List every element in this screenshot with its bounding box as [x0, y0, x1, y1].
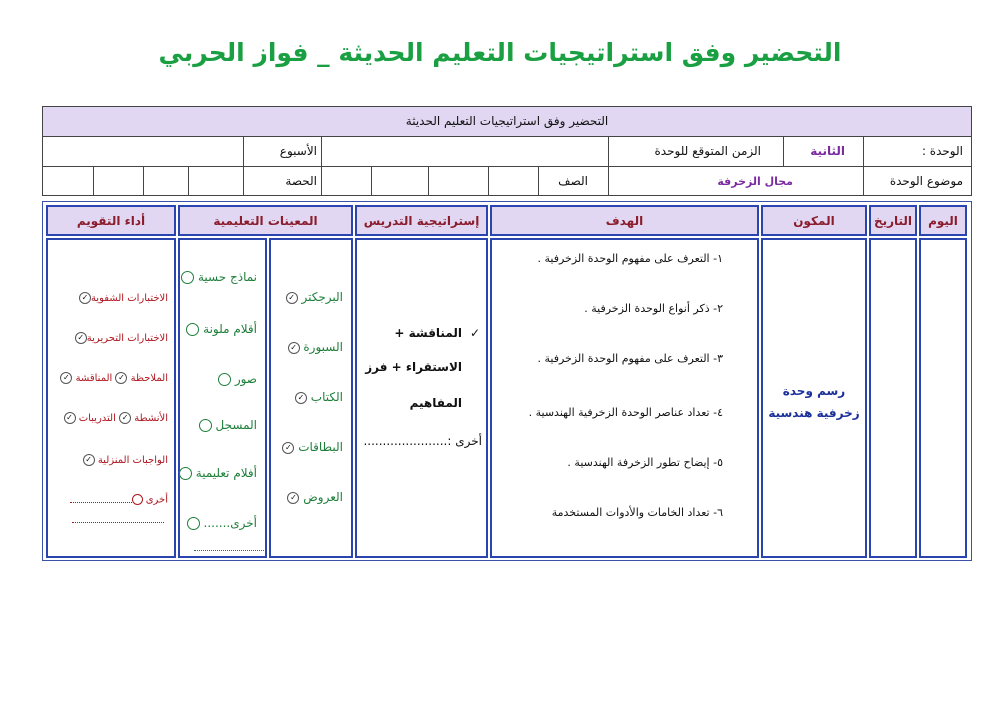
topic-label: موضوع الوحدة [889, 174, 963, 188]
checkbox-icon[interactable]: ✓ [64, 412, 76, 424]
time-label: الزمن المتوقع للوحدة [654, 144, 761, 158]
strategy-line-3: المفاهيم [409, 396, 462, 410]
radio-icon[interactable] [186, 323, 199, 336]
checkbox-icon[interactable]: ✓ [60, 372, 72, 384]
info-header: التحضير وفق استراتيجيات التعليم الحديثة [43, 107, 971, 137]
assess-exercises: التدريبات [78, 413, 116, 424]
unit-value: الثانية [810, 144, 845, 158]
checkbox-icon[interactable]: ✓ [282, 442, 294, 454]
goal-item: ٣- التعرف على مفهوم الوحدة الزخرفية . [537, 352, 723, 365]
aid-other: أخرى....... [203, 516, 257, 530]
goal-item: ٢- ذكر أنواع الوحدة الزخرفية . [584, 302, 723, 315]
strategy-check-icon: ✓ [469, 326, 480, 340]
col-assessment-header: أداء التقويم [46, 205, 176, 236]
info-table [42, 106, 972, 196]
aid-colored-pens: أقلام ملونة [203, 322, 257, 336]
col-aids-header: المعينات التعليمية [178, 205, 353, 236]
radio-icon[interactable] [179, 467, 192, 480]
checkbox-icon[interactable]: ✓ [115, 372, 127, 384]
aid-projector: البرجكتر [301, 290, 343, 304]
radio-icon[interactable] [218, 373, 231, 386]
goal-item: ٦- تعداد الخامات والأدوات المستخدمة [551, 506, 723, 519]
checkbox-icon[interactable]: ✓ [79, 292, 91, 304]
checkbox-icon[interactable]: ✓ [286, 292, 298, 304]
aid-recorder: المسجل [215, 418, 257, 432]
checkbox-icon[interactable]: ✓ [83, 454, 95, 466]
checkbox-icon[interactable]: ✓ [288, 342, 300, 354]
assess-oral: الاختبارات الشفوية [90, 293, 168, 304]
aid-pictures: صور [234, 372, 257, 386]
col-date-header: التاريخ [869, 205, 917, 236]
goal-cell [490, 238, 759, 558]
checkbox-icon[interactable]: ✓ [75, 332, 87, 344]
assess-observation: الملاحظة [130, 373, 168, 384]
checkbox-icon[interactable]: ✓ [119, 412, 131, 424]
aid-films: أفلام تعليمية [195, 466, 257, 480]
aids-other-dots [194, 550, 264, 551]
col-day-header: اليوم [919, 205, 967, 236]
page-title: التحضير وفق استراتيجيات التعليم الحديثة _ فواز الحربي [158, 38, 842, 67]
assess-other-dots [70, 502, 132, 503]
strategy-line-2: الاستقراء + فرز [365, 360, 462, 374]
assess-other-dots-2 [72, 522, 164, 523]
checkbox-icon[interactable]: ✓ [287, 492, 299, 504]
assess-written: الاختبارات التحريرية [86, 333, 168, 344]
aid-presentations: العروض [303, 490, 343, 504]
period-label: الحصة [285, 174, 317, 188]
aid-cards: البطاقات [298, 440, 343, 454]
goal-item: ٤- تعداد عناصر الوحدة الزخرفية الهندسية . [528, 406, 723, 419]
component-cell [761, 238, 867, 558]
goal-item: ١- التعرف على مفهوم الوحدة الزخرفية . [537, 252, 723, 265]
radio-icon[interactable] [181, 271, 194, 284]
component-line-2: زخرفية هندسية [768, 406, 860, 420]
col-component-header: المكون [761, 205, 867, 236]
day-cell [919, 238, 967, 558]
assessment-cell [46, 238, 176, 558]
assess-activities: الأنشطة [134, 413, 168, 424]
topic-value: مجال الزخرفة [717, 175, 793, 188]
aids-right-cell [269, 238, 353, 558]
radio-icon[interactable] [187, 517, 200, 530]
radio-icon[interactable] [199, 419, 212, 432]
goal-item: ٥- إيضاح تطور الزخرفة الهندسية . [567, 456, 723, 469]
assess-discussion: المناقشة [75, 373, 113, 384]
radio-icon[interactable] [132, 494, 143, 505]
checkbox-icon[interactable]: ✓ [295, 392, 307, 404]
class-label: الصف [558, 174, 588, 188]
col-strategy-header: إستراتيجية التدريس [355, 205, 488, 236]
aid-models: نماذج حسية [197, 270, 257, 284]
component-line-1: رسم وحدة [782, 384, 846, 398]
assess-other: أخرى [145, 494, 168, 506]
assess-homework: الواجبات المنزلية [97, 455, 168, 466]
lesson-table [42, 201, 972, 561]
date-cell [869, 238, 917, 558]
strategy-other: أخرى :...................... [363, 434, 482, 448]
col-goal-header: الهدف [490, 205, 759, 236]
aid-book: الكتاب [310, 390, 343, 404]
week-label: الأسبوع [279, 144, 317, 158]
unit-label: الوحدة : [921, 144, 963, 158]
aids-left-cell [178, 238, 267, 558]
strategy-line-1: المناقشة + [394, 326, 462, 340]
strategy-cell [355, 238, 488, 558]
aid-board: السبورة [303, 340, 343, 354]
